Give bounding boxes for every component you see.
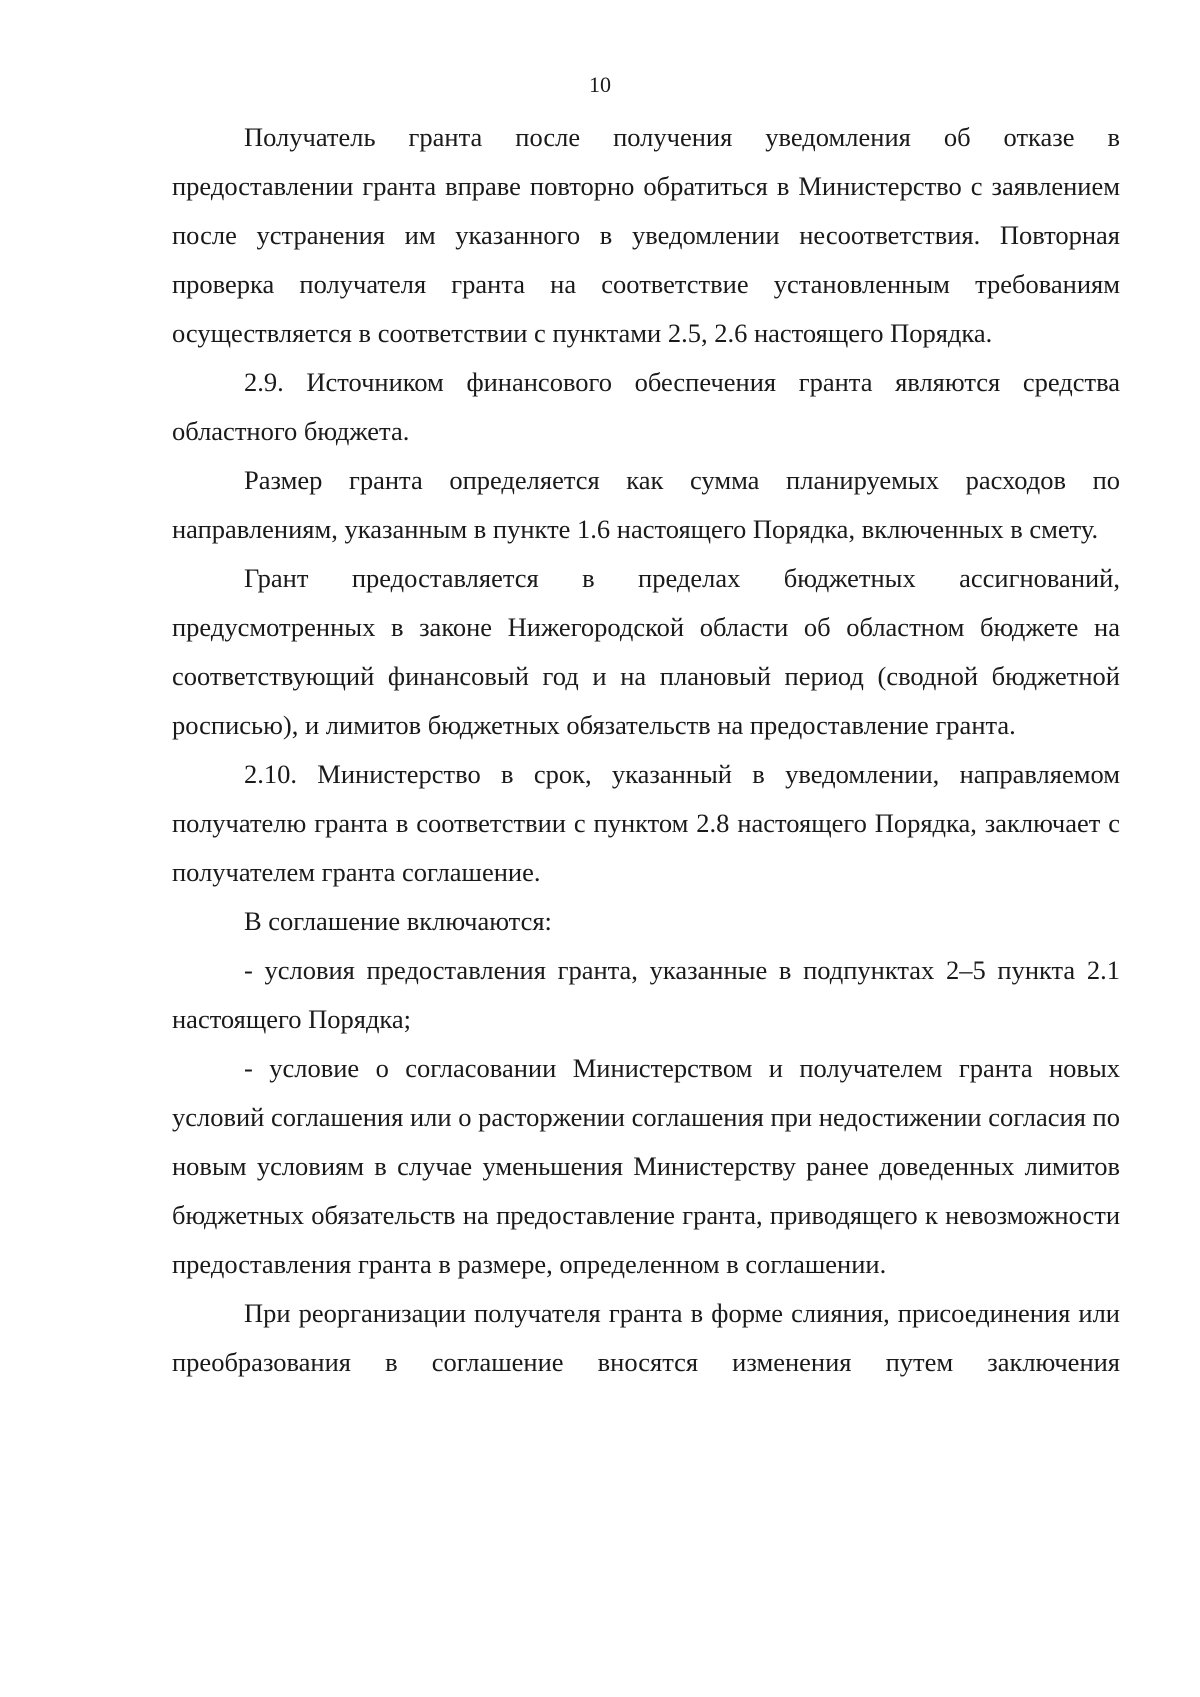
paragraph-grant-size: Размер гранта определяется как сумма планируемых расходов по направлениям, указанным в пункте 1.6 настоящего Порядка, включенных в смету. xyxy=(172,465,1120,544)
paragraph-2-9-funding-source: 2.9. Источником финансового обеспечения гранта являются средства областного бюджета. xyxy=(172,367,1120,446)
paragraph-agreement-includes: В соглашение включаются: xyxy=(244,906,552,936)
paragraph-reapplication: Получатель гранта после получения уведомления об отказе в предоставлении гранта вправе повторно обратиться в Министерство с заявлением после устранения им указанного в уведомлении несоответствия. Повторная проверка получателя гранта на соответствие установленным требованиям осуществляется в соответствии с пунктами 2.5, 2.6 настоящего Порядка. xyxy=(172,122,1120,348)
list-item-conditions: - условия предоставления гранта, указанные в подпунктах 2–5 пункта 2.1 настоящего Порядка; xyxy=(172,955,1120,1034)
document-body xyxy=(172,113,1120,1387)
paragraph-2-10-agreement: 2.10. Министерство в срок, указанный в уведомлении, направляемом получателю гранта в соответствии с пунктом 2.8 настоящего Порядка, заключает с получателем гранта соглашение. xyxy=(172,759,1120,887)
paragraph-budget-limits: Грант предоставляется в пределах бюджетных ассигнований, предусмотренных в законе Нижегородской области об областном бюджете на соответствующий финансовый год и на плановый период (сводной бюджетной росписью), и лимитов бюджетных обязательств на предоставление гранта. xyxy=(172,563,1120,740)
list-item-renegotiation: - условие о согласовании Министерством и получателем гранта новых условий соглашения или о расторжении соглашения при недостижении согласия по новым условиям в случае уменьшения Министерству ранее доведенных лимитов бюджетных обязательств на предоставление гранта, приводящего к невозможности предоставления гранта в размере, определенном в соглашении. xyxy=(172,1053,1120,1279)
paragraph-reorganization: При реорганизации получателя гранта в форме слияния, присоединения или преобразования в соглашение вносятся изменения путем заключения xyxy=(172,1298,1120,1377)
page-number: 10 xyxy=(589,72,611,97)
